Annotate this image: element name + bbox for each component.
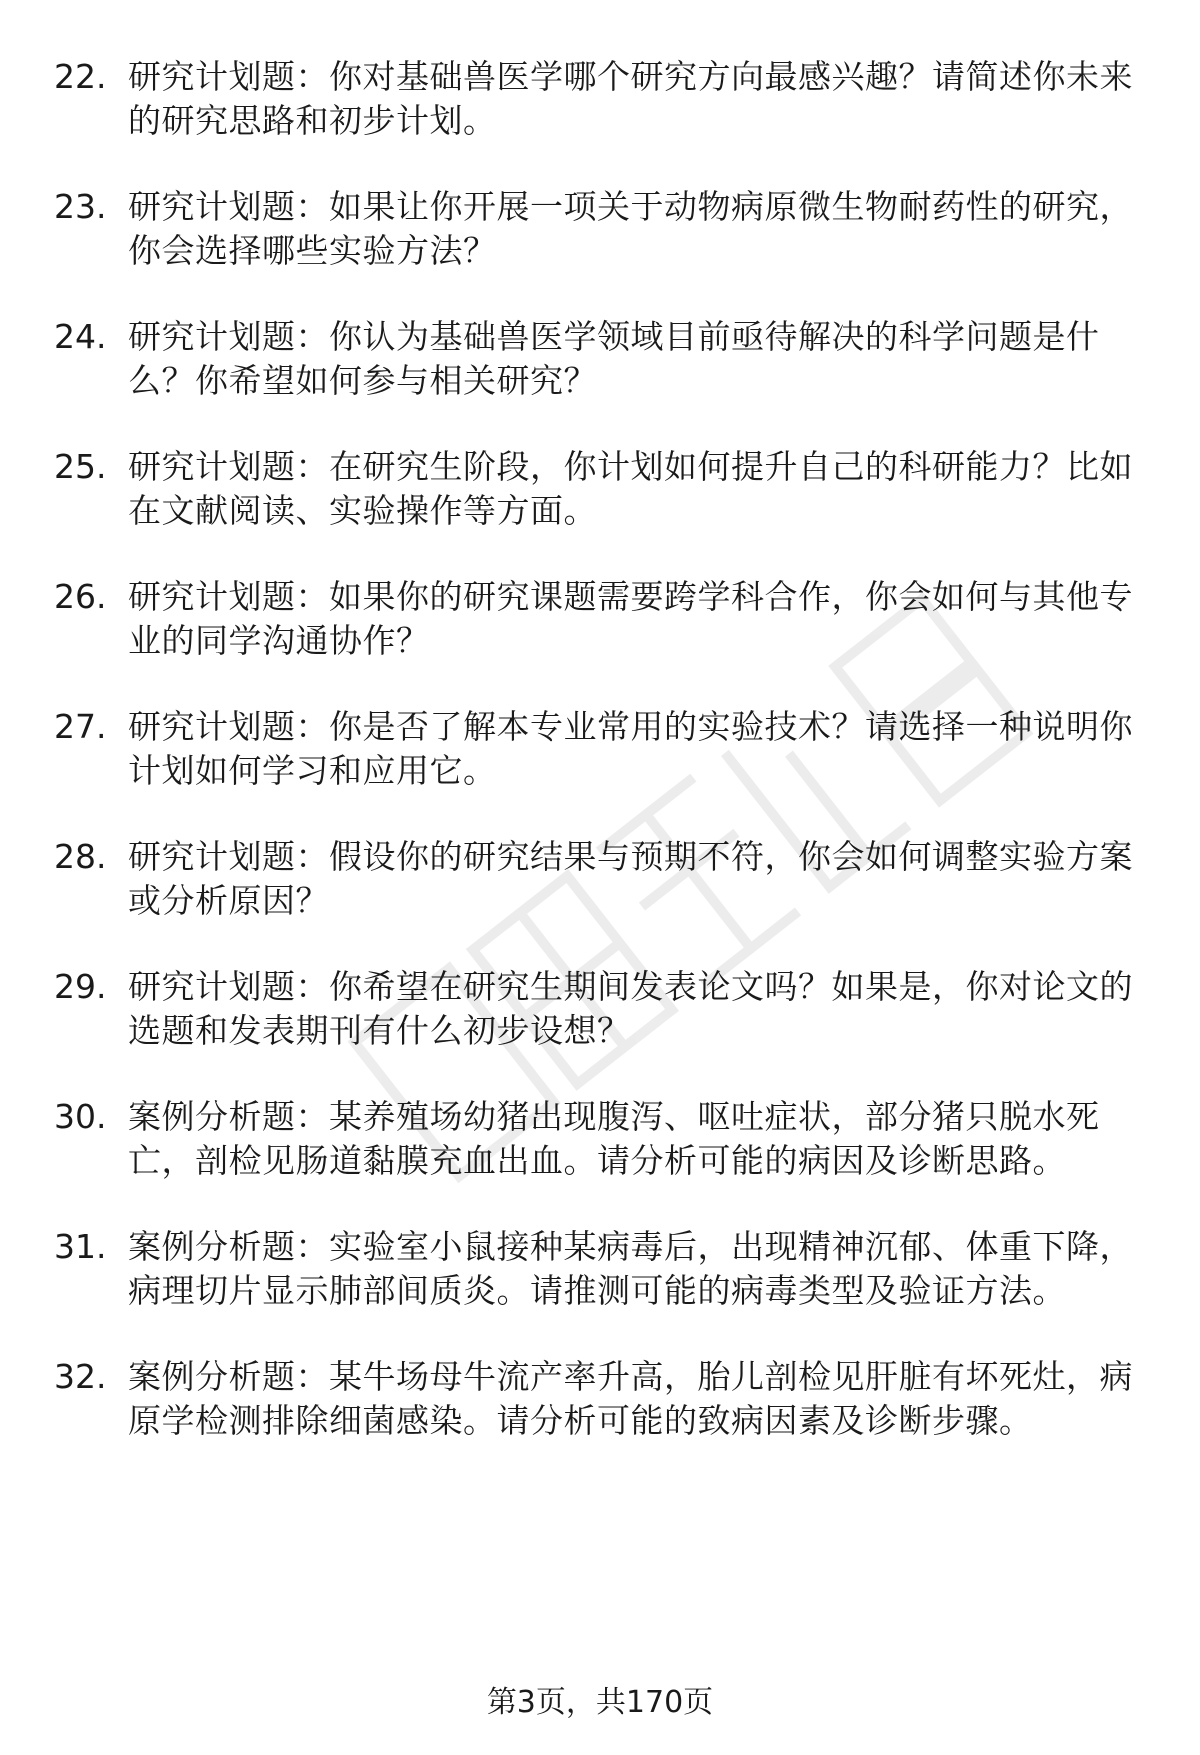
question-number: 27. [54, 707, 107, 746]
question-item [0, 1355, 1200, 1443]
question-number: 22. [54, 57, 107, 96]
question-number: 23. [54, 187, 107, 226]
question-item [0, 1095, 1200, 1183]
question-text: 案例分析题：某牛场母牛流产率升高，胎儿剖检见肝脏有坏死灶，病原学检测排除细菌感染。请分析可能的致病因素及诊断步骤。 [128, 1357, 1133, 1440]
question-number: 31. [54, 1227, 107, 1266]
question-text: 研究计划题：如果你的研究课题需要跨学科合作，你会如何与其他专业的同学沟通协作？ [128, 577, 1133, 660]
question-number: 32. [54, 1357, 107, 1396]
question-text: 研究计划题：你是否了解本专业常用的实验技术？请选择一种说明你计划如何学习和应用它。 [128, 707, 1133, 790]
question-text: 研究计划题：你认为基础兽医学领域目前亟待解决的科学问题是什么？你希望如何参与相关研究？ [128, 317, 1100, 400]
question-text: 研究计划题：你对基础兽医学哪个研究方向最感兴趣？请简述你未来的研究思路和初步计划。 [128, 57, 1133, 140]
question-text: 研究计划题：在研究生阶段，你计划如何提升自己的科研能力？比如在文献阅读、实验操作等方面。 [128, 447, 1133, 530]
question-text: 案例分析题：某养殖场幼猪出现腹泻、呕吐症状，部分猪只脱水死亡，剖检见肠道黏膜充血出血。请分析可能的病因及诊断思路。 [128, 1097, 1100, 1180]
question-item [0, 185, 1200, 273]
question-list [0, 55, 1200, 1485]
question-text: 研究计划题：假设你的研究结果与预期不符，你会如何调整实验方案或分析原因？ [128, 837, 1133, 920]
question-item [0, 575, 1200, 663]
question-item [0, 1225, 1200, 1313]
question-number: 25. [54, 447, 107, 486]
question-item [0, 705, 1200, 793]
question-number: 29. [54, 967, 107, 1006]
question-item [0, 835, 1200, 923]
question-text: 研究计划题：你希望在研究生期间发表论文吗？如果是，你对论文的选题和发表期刊有什么初步设想？ [128, 967, 1133, 1050]
question-number: 30. [54, 1097, 107, 1136]
question-number: 24. [54, 317, 107, 356]
question-number: 26. [54, 577, 107, 616]
page-footer: 第3页，共170页 [486, 1685, 714, 1720]
question-item [0, 55, 1200, 143]
question-text: 案例分析题：实验室小鼠接种某病毒后，出现精神沉郁、体重下降，病理切片显示肺部间质炎。请推测可能的病毒类型及验证方法。 [128, 1227, 1133, 1310]
question-item [0, 965, 1200, 1053]
question-item [0, 445, 1200, 533]
question-text: 研究计划题：如果让你开展一项关于动物病原微生物耐药性的研究，你会选择哪些实验方法？ [128, 187, 1133, 270]
question-number: 28. [54, 837, 107, 876]
question-item [0, 315, 1200, 403]
